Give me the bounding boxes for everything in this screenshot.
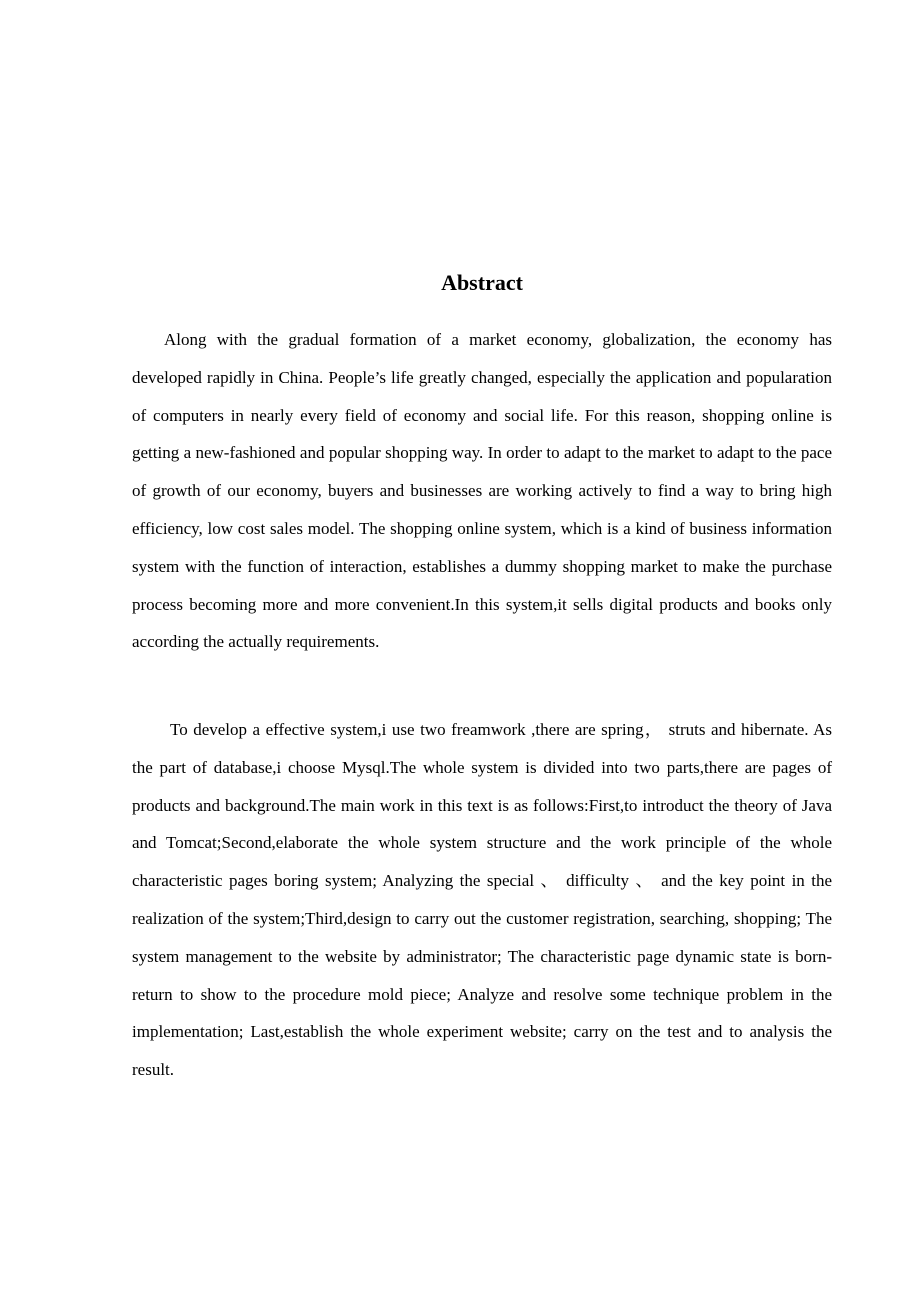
abstract-title: Abstract	[441, 270, 523, 295]
abstract-paragraph-1: Along with the gradual formation of a market economy, globalization, the economy has developed rapidly in China. People’s life greatly changed, especially the application and popularation of computers in nearly every field of economy and social life. For this reason, shopping online is getting a new-fashioned and popular shopping way. In order to adapt to the market to adapt to the pace of growth of our economy, buyers and businesses are working actively to find a way to bring high efficiency, low cost sales model. The shopping online system, which is a kind of business information system with the function of interaction, establishes a dummy shopping market to make the purchase process becoming more and more convenient.In this system,it sells digital products and books only according the actually requirements.	[132, 330, 832, 652]
abstract-paragraph-2: To develop a effective system,i use two freamwork ,there are spring， struts and hibernate. As the part of database,i choose Mysql.The whole system is divided into two parts,there are pages of products and background.The main work in this text is as follows:First,to introduct the theory of Java and Tomcat;Second,elaborate the whole system structure and the work principle of the whole characteristic pages boring system; Analyzing the special 、 difficulty 、 and the key point in the realization of the system;Third,design to carry out the customer registration, searching, shopping; The system management to the website by administrator; The characteristic page dynamic state is born- return to show to the procedure mold piece; Analyze and resolve some technique problem in the implementation; Last,establish the whole experiment website; carry on the test and to analysis the result.	[132, 720, 832, 1080]
